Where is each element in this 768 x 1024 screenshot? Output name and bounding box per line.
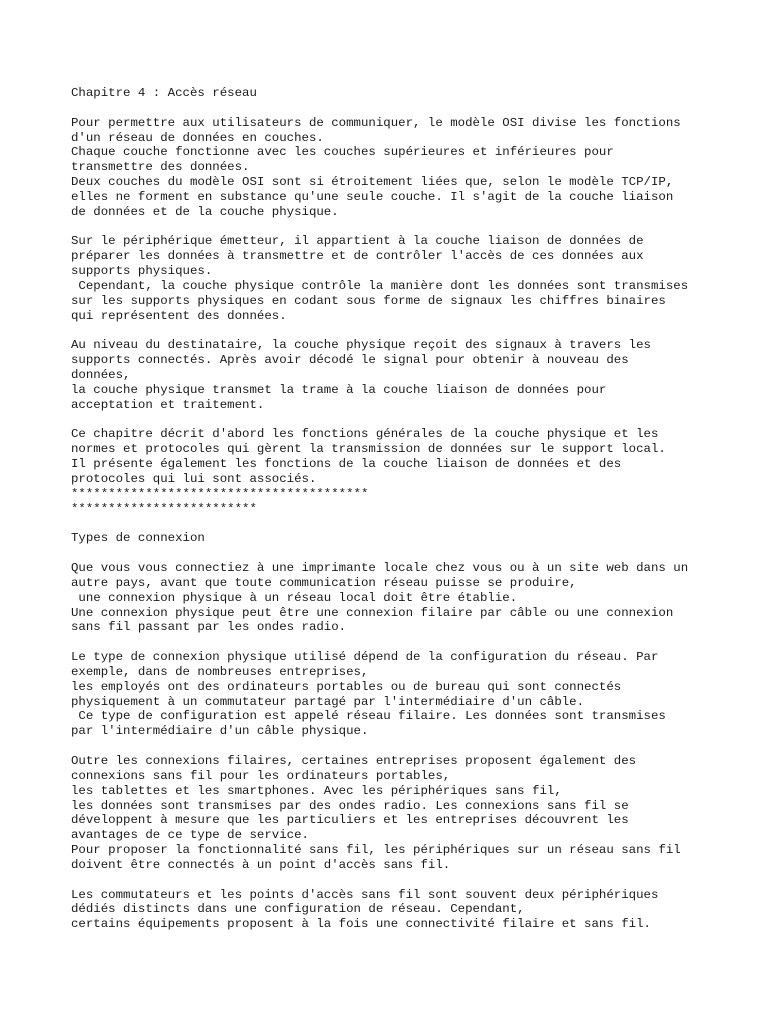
text-line: elles ne forment en substance qu'une seule couche. Il s'agit de la couche liaison bbox=[71, 189, 674, 204]
text-line: Chaque couche fonctionne avec les couches supérieures et inférieures pour bbox=[71, 145, 614, 160]
text-line: doivent être connectés à un point d'accès sans fil. bbox=[71, 857, 451, 872]
text-line: développent à mesure que les particuliers et les entreprises découvrent les bbox=[71, 813, 629, 828]
text-line: Pour permettre aux utilisateurs de communiquer, le modèle OSI divise les fonctions bbox=[71, 115, 681, 130]
blank-line bbox=[71, 635, 711, 650]
separator-line: ************************* bbox=[71, 501, 257, 516]
text-line: connexions sans fil pour les ordinateurs portables, bbox=[71, 768, 451, 783]
text-line: Au niveau du destinataire, la couche physique reçoit des signaux à travers les bbox=[71, 338, 651, 353]
text-line: une connexion physique à un réseau local doit être établie. bbox=[71, 590, 518, 605]
blank-line bbox=[71, 516, 711, 531]
text-line: la couche physique transmet la trame à la couche liaison de données pour bbox=[71, 382, 607, 397]
text-line: préparer les données à transmettre et de contrôler l'accès de ces données aux bbox=[71, 249, 644, 264]
text-line: Cependant, la couche physique contrôle la manière dont les données sont transmises bbox=[71, 278, 689, 293]
section-heading: Types de connexion bbox=[71, 531, 205, 546]
text-line: exemple, dans de nombreuses entreprises, bbox=[71, 664, 369, 679]
blank-line bbox=[71, 220, 711, 235]
text-line: avantages de ce type de service. bbox=[71, 828, 309, 843]
document-page bbox=[71, 86, 711, 932]
text-line: Ce type de configuration est appelé réseau filaire. Les données sont transmises bbox=[71, 709, 666, 724]
blank-line bbox=[71, 101, 711, 116]
text-line: Le type de connexion physique utilisé dépend de la configuration du réseau. Par bbox=[71, 650, 659, 665]
blank-line bbox=[71, 413, 711, 428]
text-line: Les commutateurs et les points d'accès sans fil sont souvent deux périphériques bbox=[71, 887, 659, 902]
text-line: supports physiques. bbox=[71, 264, 213, 279]
chapter-title: Chapitre 4 : Accès réseau bbox=[71, 86, 257, 100]
text-line: Pour proposer la fonctionnalité sans fil, les périphériques sur un réseau sans fil bbox=[71, 843, 681, 858]
text-line: Que vous vous connectiez à une imprimante locale chez vous ou à un site web dans un bbox=[71, 561, 689, 575]
text-line: supports connectés. Après avoir décodé le signal pour obtenir à nouveau des bbox=[71, 353, 629, 368]
text-line: d'un réseau de données en couches. bbox=[71, 130, 324, 145]
text-line: autre pays, avant que toute communication réseau puisse se produire, bbox=[71, 575, 577, 590]
text-line: Ce chapitre décrit d'abord les fonctions générales de la couche physique et les bbox=[71, 427, 659, 442]
text-line: dédiés distincts dans une configuration de réseau. Cependant, bbox=[71, 902, 525, 917]
text-line: sans fil passant par les ondes radio. bbox=[71, 620, 347, 635]
text-line: Une connexion physique peut être une connexion filaire par câble ou une connexion bbox=[71, 605, 674, 620]
blank-line bbox=[71, 324, 711, 339]
text-line: transmettre des données. bbox=[71, 160, 250, 175]
text-line: par l'intermédiaire d'un câble physique. bbox=[71, 724, 369, 739]
blank-line bbox=[71, 739, 711, 754]
text-line: Il présente également les fonctions de la couche liaison de données et des bbox=[71, 457, 622, 472]
text-line: protocoles qui lui sont associés. bbox=[71, 471, 317, 486]
text-line: Sur le périphérique émetteur, il appartient à la couche liaison de données de bbox=[71, 234, 644, 249]
text-line: qui représentent des données. bbox=[71, 308, 287, 323]
text-line: certains équipements proposent à la fois une connectivité filaire et sans fil. bbox=[71, 917, 651, 932]
text-line: physiquement à un commutateur partagé par l'intermédiaire d'un câble. bbox=[71, 694, 585, 709]
text-line: les employés ont des ordinateurs portables ou de bureau qui sont connectés bbox=[71, 679, 622, 694]
text-line: Outre les connexions filaires, certaines entreprises proposent également des bbox=[71, 753, 637, 768]
text-line: données, bbox=[71, 368, 131, 383]
text-line: de données et de la couche physique. bbox=[71, 204, 339, 219]
blank-line bbox=[71, 873, 711, 888]
text-line: normes et protocoles qui gèrent la transmission de données sur le support local. bbox=[71, 442, 666, 457]
text-line: les données sont transmises par des ondes radio. Les connexions sans fil se bbox=[71, 798, 629, 813]
text-line: Deux couches du modèle OSI sont si étroitement liées que, selon le modèle TCP/IP, bbox=[71, 175, 674, 190]
text-line: acceptation et traitement. bbox=[71, 397, 265, 412]
blank-line bbox=[71, 546, 711, 561]
separator-line: **************************************** bbox=[71, 486, 369, 501]
text-line: sur les supports physiques en codant sous forme de signaux les chiffres binaires bbox=[71, 293, 666, 308]
text-line: les tablettes et les smartphones. Avec les périphériques sans fil, bbox=[71, 783, 562, 798]
